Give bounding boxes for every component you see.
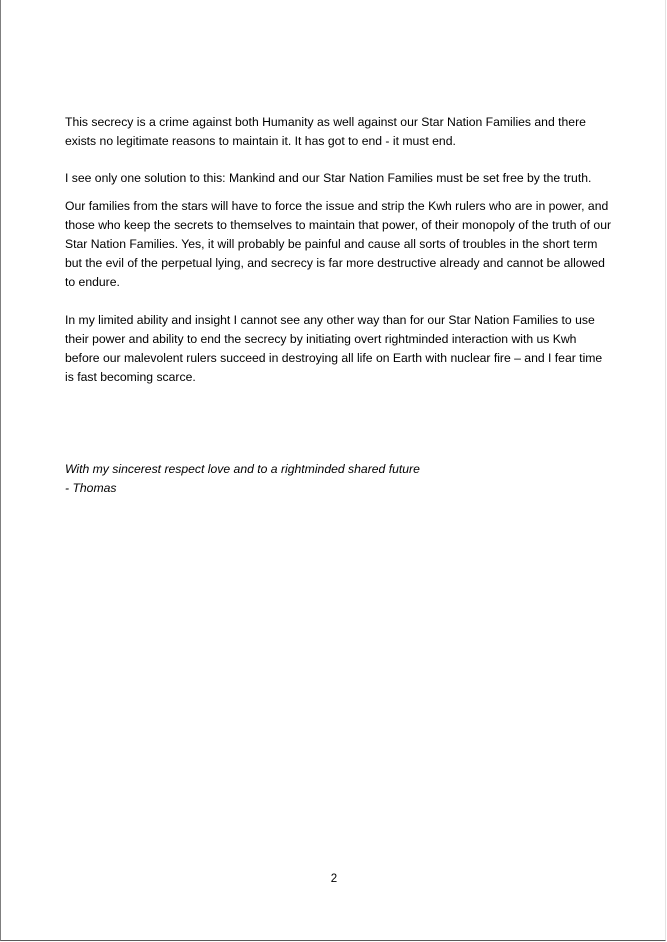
signoff-block xyxy=(65,460,613,498)
signature: - Thomas xyxy=(65,481,117,496)
paragraph-limited-ability: In my limited ability and insight I cannot see any other way than for our Star Nation Families to use their power and ability to end the secrecy by initiating overt rightminded interaction with us Kwh before our malevolent rulers succeed in destroying all life on Earth with nuclear fire – and I fear time is fast becoming scarce. xyxy=(65,312,603,385)
paragraph-families-force-issue: Our families from the stars will have to force the issue and strip the Kwh rulers who are in power, and those who keep the secrets to themselves to maintain that power, of their monopoly of the truth of our Star Nation Families. Yes, it will probably be painful and cause all sorts of troubles in the short term but the evil of the perpetual lying, and secrecy is far more destructive already and cannot be allowed to endure. xyxy=(65,198,612,290)
paragraph-secrecy-crime: This secrecy is a crime against both Humanity as well against our Star Nation Families and there exists no legitimate reasons to maintain it. It has got to end - it must end. xyxy=(65,115,586,149)
paragraph-one-solution: I see only one solution to this: Mankind and our Star Nation Families must be set free by the truth. xyxy=(65,171,592,186)
signoff-line: With my sincerest respect love and to a rightminded shared future xyxy=(65,462,420,476)
document-body xyxy=(65,113,613,387)
page-number: 2 xyxy=(330,873,338,885)
